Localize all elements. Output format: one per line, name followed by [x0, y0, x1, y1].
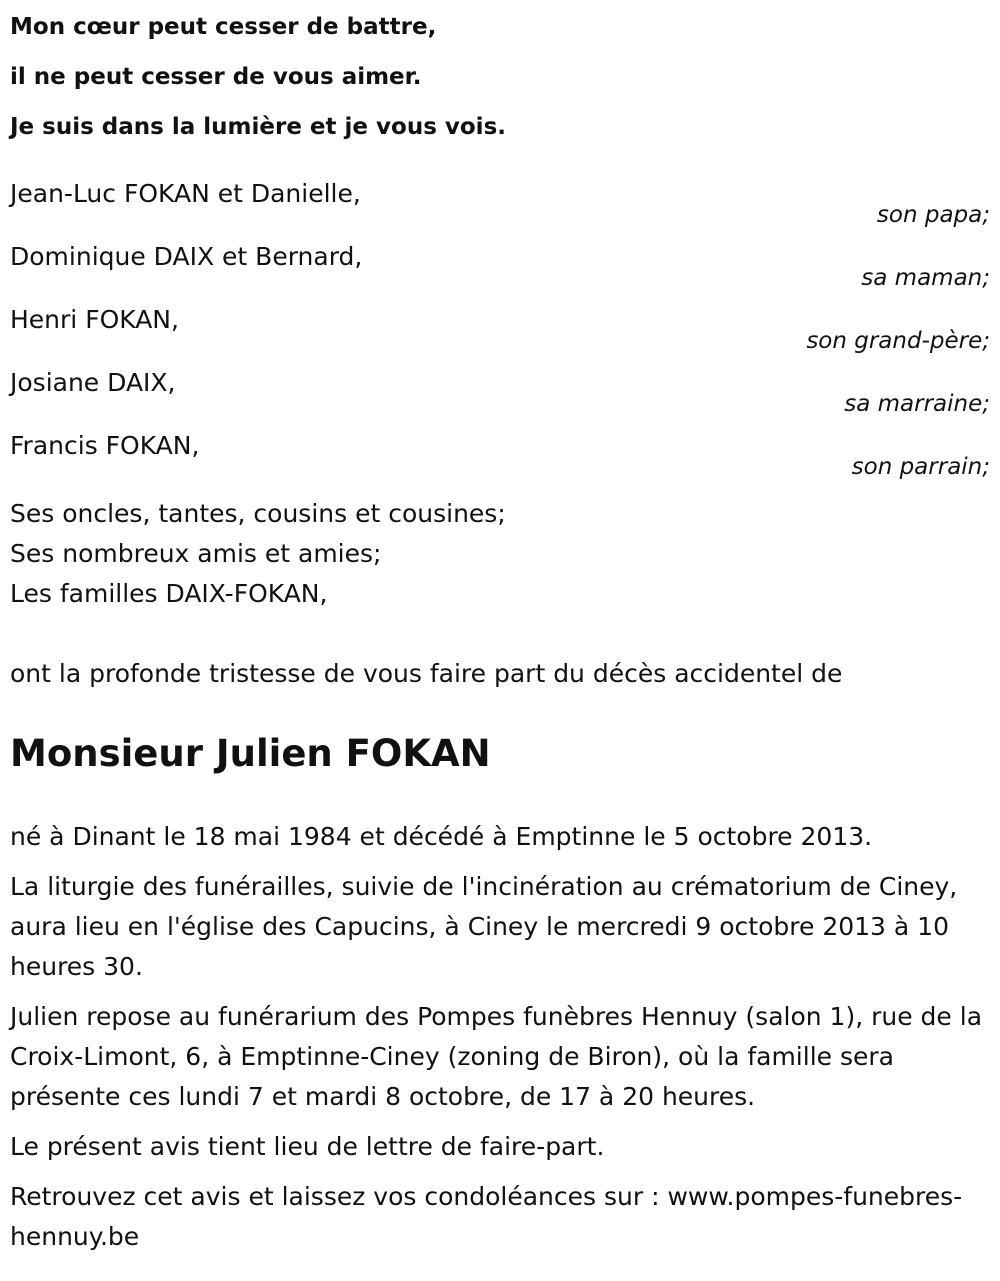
notice-paragraph: Le présent avis tient lieu de lettre de faire-part.	[10, 1132, 605, 1161]
relative-entry	[10, 241, 990, 304]
birth-death-paragraph: né à Dinant le 18 mai 1984 et décédé à Emptinne le 5 octobre 2013.	[10, 822, 873, 851]
extended-family-line: Ses oncles, tantes, cousins et cousines;	[10, 499, 506, 528]
relative-name: Dominique DAIX et Bernard,	[10, 242, 363, 271]
relative-role: sa maman;	[861, 265, 990, 291]
poem-line-3: Je suis dans la lumière et je vous vois.	[10, 114, 506, 140]
extended-family-line: Ses nombreux amis et amies;	[10, 539, 382, 568]
poem	[10, 2, 990, 152]
relative-role: son grand-père;	[806, 328, 990, 354]
obituary-notice	[10, 0, 990, 1267]
relative-role: son papa;	[876, 202, 990, 228]
funerarium-paragraph: Julien repose au funérarium des Pompes funèbres Hennuy (salon 1), rue de la Croix-Limont, 6, à Emptinne-Ciney (zoning de Biron), où la famille sera présente ces lundi 7 et mardi 8 octobre, de 17 à 20 heures.	[10, 1002, 983, 1111]
relative-name: Jean-Luc FOKAN et Danielle,	[10, 179, 361, 208]
funeral-paragraph: La liturgie des funérailles, suivie de l'incinération au crématorium de Ciney, aura lieu en l'église des Capucins, à Ciney le mercredi 9 octobre 2013 à 10 heures 30.	[10, 872, 958, 981]
relative-entry	[10, 367, 990, 430]
poem-line-2: il ne peut cesser de vous aimer.	[10, 64, 422, 90]
relative-role: sa marraine;	[844, 391, 990, 417]
extended-family-line: Les familles DAIX-FOKAN,	[10, 579, 328, 608]
relative-name: Josiane DAIX,	[10, 368, 176, 397]
extended-family	[10, 494, 990, 614]
condolences-paragraph: Retrouvez cet avis et laissez vos condoléances sur : www.pompes-funebres-hennuy.be	[10, 1182, 963, 1251]
relative-name: Francis FOKAN,	[10, 431, 200, 460]
relative-name: Henri FOKAN,	[10, 305, 179, 334]
deceased-name: Monsieur Julien FOKAN	[10, 732, 491, 775]
details-section	[10, 817, 990, 1257]
relative-entry	[10, 430, 990, 493]
poem-line-1: Mon cœur peut cesser de battre,	[10, 14, 437, 40]
announcement-text: ont la profonde tristesse de vous faire part du décès accidentel de	[10, 659, 843, 688]
family-list	[10, 178, 990, 493]
relative-entry	[10, 178, 990, 241]
relative-entry	[10, 304, 990, 367]
relative-role: son parrain;	[851, 454, 990, 480]
